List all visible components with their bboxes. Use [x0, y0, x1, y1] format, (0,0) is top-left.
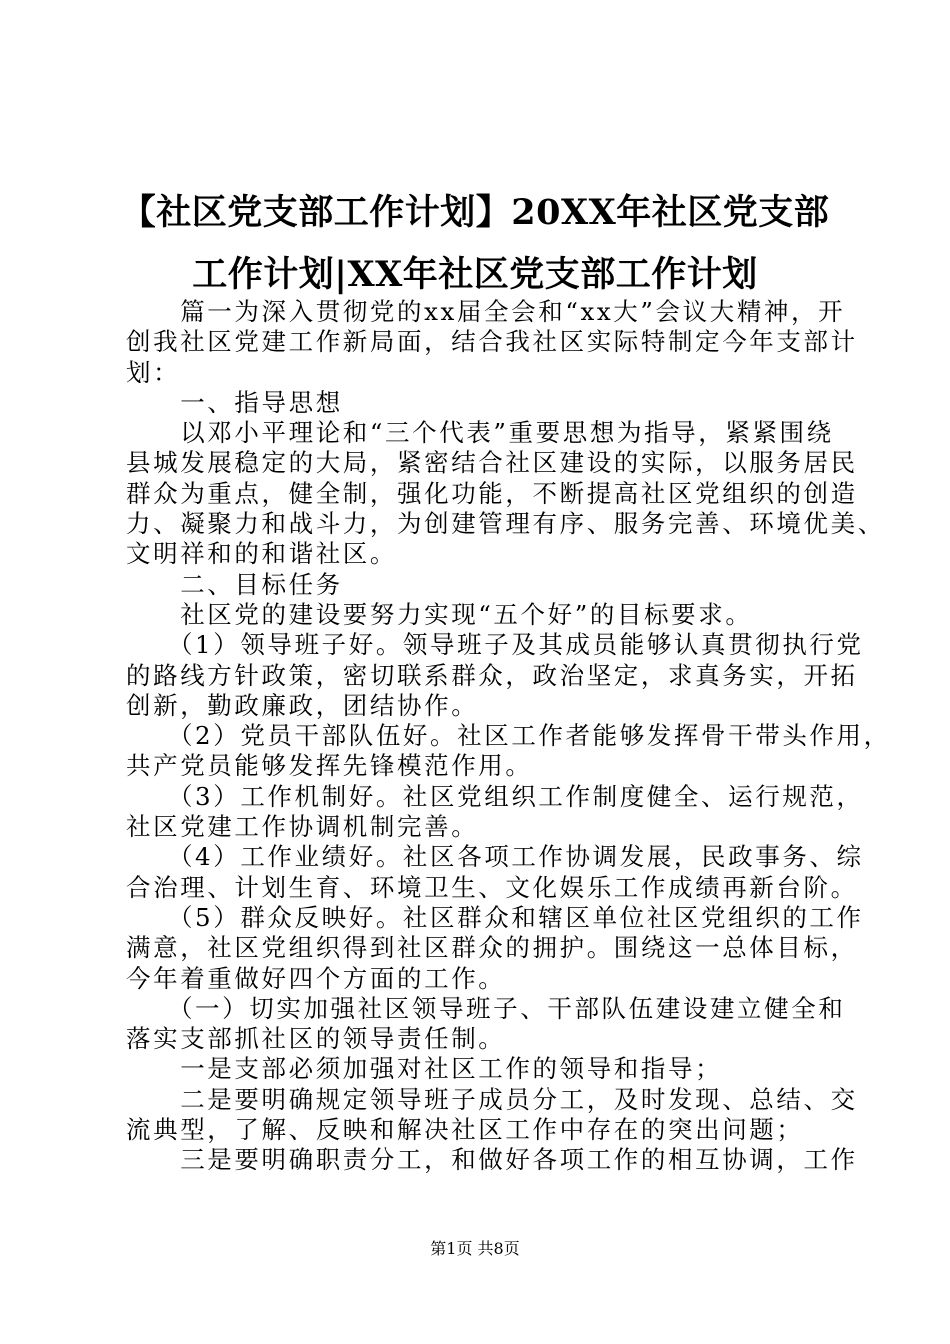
- body-line: （3）工作机制好。社区党组织工作制度健全、运行规范，: [126, 781, 864, 811]
- body-line: （5）群众反映好。社区群众和辖区单位社区党组织的工作: [126, 902, 864, 932]
- document-title: [100, 182, 850, 306]
- body-line: 一是支部必须加强对社区工作的领导和指导；: [126, 1054, 723, 1084]
- body-line: 文明祥和的和谐社区。: [126, 539, 397, 569]
- body-line: 的路线方针政策，密切联系群众，政治坚定，求真务实，开拓: [126, 660, 858, 690]
- page-footer: 第1页 共8页: [430, 1239, 520, 1258]
- body-line: 满意，社区党组织得到社区群众的拥护。围绕这一总体目标，: [126, 933, 858, 963]
- body-line: （一）切实加强社区领导班子、干部队伍建设建立健全和: [126, 993, 846, 1023]
- body-line: 力、凝聚力和战斗力，为创建管理有序、服务完善、环境优美、: [126, 509, 885, 539]
- body-line: 三是要明确职责分工，和做好各项工作的相互协调，工作: [126, 1145, 858, 1175]
- body-line: （4）工作业绩好。社区各项工作协调发展，民政事务、综: [126, 842, 864, 872]
- body-line: 划：: [126, 357, 181, 387]
- title-line: 【社区党支部工作计划】20XX年社区党支部: [120, 192, 830, 233]
- body-line: （2）党员干部队伍好。社区工作者能够发挥骨干带头作用，: [126, 721, 891, 751]
- body-line: 社区党建工作协调机制完善。: [126, 812, 479, 842]
- title-line: 工作计划|XX年社区党支部工作计划: [192, 254, 758, 295]
- body-line: 群众为重点，健全制，强化功能，不断提高社区党组织的创造: [126, 478, 858, 508]
- body-line: 合治理、计划生育、环境卫生、文化娱乐工作成绩再新台阶。: [126, 872, 858, 902]
- body-line: 篇一为深入贯彻党的xx届全会和“xx大”会议大精神，开: [126, 297, 846, 326]
- body-line: 创新，勤政廉政，团结协作。: [126, 690, 479, 720]
- body-line: 创我社区党建工作新局面，结合我社区实际特制定今年支部计: [126, 327, 858, 357]
- body-line: 流典型，了解、反映和解决社区工作中存在的突出问题；: [126, 1115, 804, 1145]
- body-line: 今年着重做好四个方面的工作。: [126, 963, 506, 993]
- body-line: 县城发展稳定的大局，紧密结合社区建设的实际，以服务居民: [126, 448, 858, 478]
- body-line: 社区党的建设要努力实现“五个好”的目标要求。: [126, 599, 753, 629]
- document-body: [126, 297, 891, 1176]
- body-line: 二是要明确规定领导班子成员分工，及时发现、总结、交: [126, 1084, 858, 1114]
- body-line: 共产党员能够发挥先锋模范作用。: [126, 751, 533, 781]
- body-line: 二、目标任务: [126, 569, 343, 599]
- body-line: （1）领导班子好。领导班子及其成员能够认真贯彻执行党: [126, 630, 864, 660]
- body-line: 一、指导思想: [126, 387, 343, 417]
- body-line: 落实支部抓社区的领导责任制。: [126, 1024, 506, 1054]
- body-line: 以邓小平理论和“三个代表”重要思想为指导，紧紧围绕: [126, 418, 834, 448]
